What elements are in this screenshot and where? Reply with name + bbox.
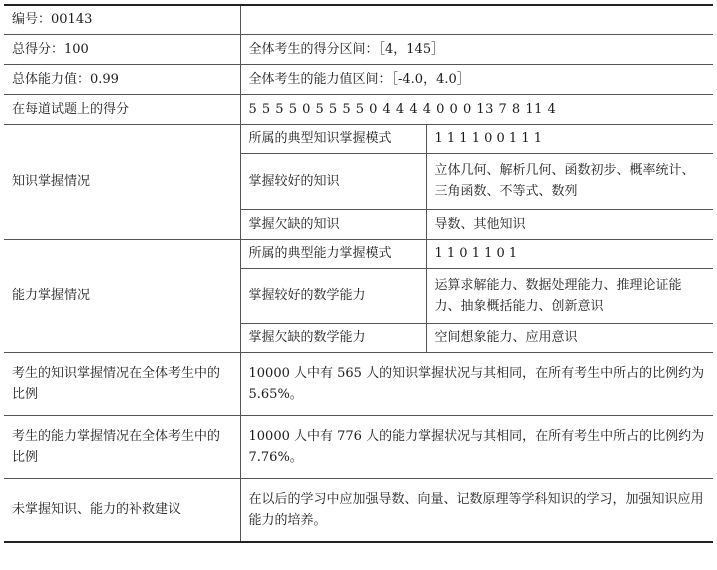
capability-pattern-value: 1 1 0 1 1 0 1 (426, 239, 713, 268)
score-range-value: 全体考生的得分区间：［4，145］ (240, 34, 713, 64)
total-score-label: 总得分：100 (4, 34, 240, 64)
ability-range-value: 全体考生的能力值区间：［-4.0，4.0］ (240, 64, 713, 94)
advice-row (4, 478, 713, 542)
id-label: 编号：00143 (4, 5, 240, 34)
knowledge-good-value: 立体几何、解析几何、函数初步、概率统计、三角函数、不等式、数列 (426, 153, 713, 209)
capability-weak-value: 空间想象能力、应用意识 (426, 323, 713, 352)
knowledge-ratio-label: 考生的知识掌握情况在全体考生中的比例 (4, 352, 240, 415)
item-scores-row (4, 94, 713, 124)
advice-value: 在以后的学习中应加强导数、向量、记数原理等学科知识的学习，加强知识应用能力的培养。 (240, 478, 713, 542)
capability-ratio-label: 考生的能力掌握情况在全体考生中的比例 (4, 415, 240, 478)
student-report-table (4, 4, 713, 543)
capability-weak-label: 掌握欠缺的数学能力 (240, 323, 426, 352)
total-score-row (4, 34, 713, 64)
id-value (240, 5, 713, 34)
capability-good-value: 运算求解能力、数据处理能力、推理论证能力、抽象概括能力、创新意识 (426, 268, 713, 323)
id-row (4, 5, 713, 34)
item-scores-value: 5 5 5 5 0 5 5 5 5 0 4 4 4 4 0 0 0 13 7 8 11 4 (240, 94, 713, 124)
knowledge-good-label: 掌握较好的知识 (240, 153, 426, 209)
knowledge-ratio-value: 10000 人中有 565 人的知识掌握状况与其相同，在所有考生中所占的比例约为 5.65%。 (240, 352, 713, 415)
knowledge-weak-value: 导数、其他知识 (426, 209, 713, 239)
knowledge-pattern-label: 所属的典型知识掌握模式 (240, 124, 426, 153)
knowledge-pattern-row (4, 124, 713, 153)
advice-label: 未掌握知识、能力的补救建议 (4, 478, 240, 542)
ability-row (4, 64, 713, 94)
knowledge-ratio-row (4, 352, 713, 415)
capability-good-label: 掌握较好的数学能力 (240, 268, 426, 323)
item-scores-label: 在每道试题上的得分 (4, 94, 240, 124)
capability-ratio-row (4, 415, 713, 478)
capability-ratio-value: 10000 人中有 776 人的能力掌握状况与其相同，在所有考生中所占的比例约为 7.76%。 (240, 415, 713, 478)
ability-label: 总体能力值：0.99 (4, 64, 240, 94)
capability-pattern-row (4, 239, 713, 268)
capability-pattern-label: 所属的典型能力掌握模式 (240, 239, 426, 268)
knowledge-section-label: 知识掌握情况 (4, 124, 240, 239)
knowledge-pattern-value: 1 1 1 1 0 0 1 1 1 (426, 124, 713, 153)
capability-section-label: 能力掌握情况 (4, 239, 240, 352)
knowledge-weak-label: 掌握欠缺的知识 (240, 209, 426, 239)
